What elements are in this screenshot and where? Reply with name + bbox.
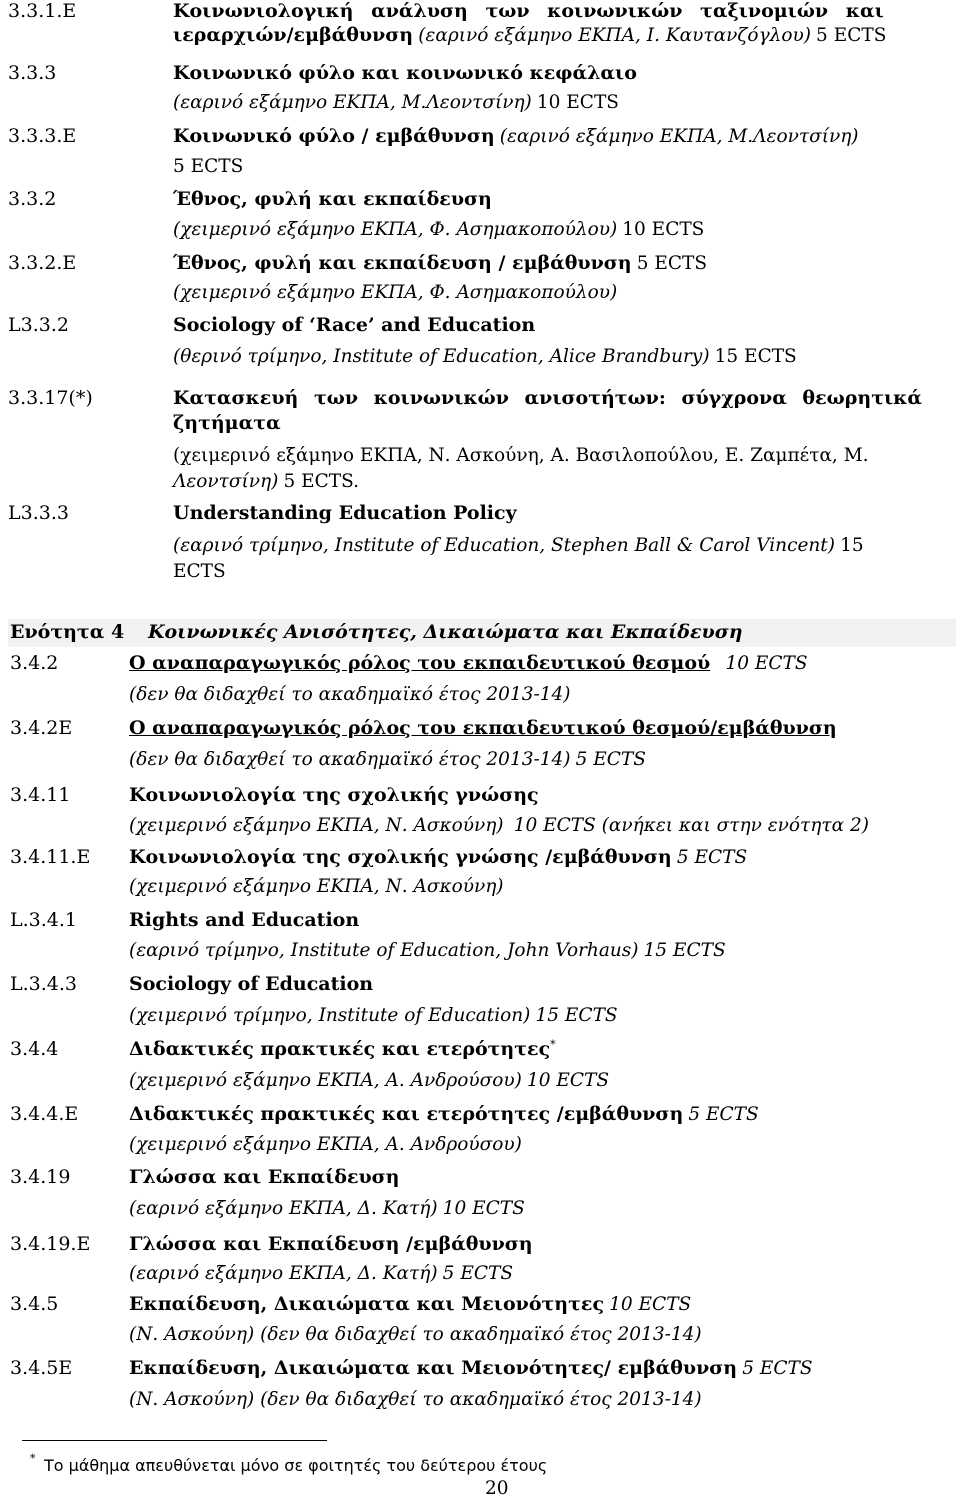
course-title: Sociology of ‘Race’ and Education <box>173 314 536 336</box>
course-title: Κοινωνιολογία της σχολικής γνώσης /εμβάθυνση <box>129 846 672 868</box>
course-details-line <box>173 346 797 367</box>
course-entry <box>0 314 960 338</box>
course-note: (χειμερινό εξάμηνο ΕΚΠΑ, Φ. Ασημακοπούλου) <box>173 282 618 303</box>
course-code: 3.3.2.Ε <box>8 252 77 274</box>
course-details-line <box>173 471 359 492</box>
course-entry <box>0 188 960 212</box>
course-note: (Ν. Ασκούνη) (δεν θα διδαχθεί το ακαδημαϊκό έτος 2013-14) <box>129 1324 702 1345</box>
course-entry <box>0 717 960 741</box>
course-entry <box>0 784 960 808</box>
course-note: (χειμερινό τρίμηνο, Institute of Education) <box>129 1005 531 1026</box>
course-details <box>0 156 960 180</box>
course-ects: 5 ECTS <box>816 25 887 46</box>
course-title: Κοινωνικό φύλο / εμβάθυνση <box>173 125 495 147</box>
course-code: 3.4.2 <box>10 652 59 674</box>
course-details-line <box>173 535 864 556</box>
course-details-line <box>129 749 646 770</box>
course-ects: 5 ECTS <box>173 156 244 177</box>
course-code: 3.4.11 <box>10 784 71 806</box>
course-code: 3.4.2Ε <box>10 717 73 739</box>
course-entry <box>0 252 960 276</box>
course-details-line <box>173 219 704 240</box>
course-entry-cont <box>0 412 960 436</box>
course-ects: 5 ECTS <box>636 253 708 274</box>
course-note: (εαρινό εξάμηνο ΕΚΠΑ, Δ. Κατή) <box>129 1198 438 1219</box>
course-note: (εαρινό εξάμηνο ΕΚΠΑ, Μ.Λεοντσίνη) <box>499 126 859 147</box>
course-title-line <box>173 252 707 274</box>
course-ects: 15 <box>840 535 864 556</box>
course-details <box>0 1263 960 1287</box>
course-note: (χειμερινό εξάμηνο ΕΚΠΑ, Α. Ανδρούσου) <box>129 1070 522 1091</box>
course-ects: 15 ECTS <box>714 346 797 367</box>
course-code: 3.4.5Ε <box>10 1357 73 1379</box>
course-title-line <box>173 125 859 147</box>
section-label: Ενότητα 4 <box>10 621 125 643</box>
course-note: (Ν. Ασκούνη) (δεν θα διδαχθεί το ακαδημαϊκό έτος 2013-14) <box>129 1389 702 1410</box>
course-ects: 5 ECTS <box>688 1104 759 1125</box>
course-details <box>0 561 960 585</box>
course-code: L3.3.2 <box>8 314 69 336</box>
course-code: L3.3.3 <box>8 502 69 524</box>
course-ects: 5 ECTS <box>575 749 646 770</box>
course-details <box>0 1389 960 1413</box>
course-entry <box>0 973 960 997</box>
course-code: 3.3.2 <box>8 188 57 210</box>
course-details <box>0 940 960 964</box>
course-ects: 10 ECTS (ανήκει και στην ενότητα 2) <box>513 815 869 836</box>
course-details <box>0 346 960 370</box>
course-entry <box>0 909 960 933</box>
course-details-line <box>129 815 869 836</box>
course-ects: 5 ECTS. <box>283 471 359 492</box>
course-details-line <box>129 1263 513 1284</box>
course-details <box>0 219 960 243</box>
course-entry <box>0 1103 960 1127</box>
course-note: (χειμερινό εξάμηνο ΕΚΠΑ, Ν. Ασκούνη, Α. Βασιλοπούλου, Ε. Ζαμπέτα, Μ. <box>173 445 869 466</box>
course-code: L.3.4.1 <box>10 909 78 931</box>
course-note: (εαρινό εξάμηνο ΕΚΠΑ, Ι. Καυτανζόγλου) <box>418 25 811 46</box>
course-code: 3.4.19.Ε <box>10 1233 91 1255</box>
course-title: Κοινωνιολογική ανάλυση των κοινωνικών ταξινομιών και <box>173 0 884 22</box>
course-entry-cont <box>0 24 960 48</box>
course-title: Sociology of Education <box>129 973 374 995</box>
course-title: Κατασκευή των κοινωνικών ανισοτήτων: σύγχρονα θεωρητικά <box>173 387 923 409</box>
course-details <box>0 815 960 839</box>
course-title-line <box>129 1357 813 1379</box>
course-title: Εκπαίδευση, Δικαιώματα και Μειονότητες <box>129 1293 605 1315</box>
course-title: Εκπαίδευση, Δικαιώματα και Μειονότητες/ εμβάθυνση <box>129 1357 738 1379</box>
course-code: 3.4.4.Ε <box>10 1103 79 1125</box>
course-title-line <box>129 1293 691 1315</box>
course-details <box>0 876 960 900</box>
course-title: ιεραρχιών/εμβάθυνση <box>173 24 414 46</box>
course-note: (θερινό τρίμηνο, Institute of Education, Alice Brandbury) <box>173 346 710 367</box>
course-details <box>0 684 960 708</box>
course-title: Ο αναπαραγωγικός ρόλος του εκπαιδευτικού θεσμού <box>129 652 711 674</box>
course-ects: 15 ECTS <box>535 1005 618 1026</box>
course-code: 3.3.1.Ε <box>8 0 77 22</box>
course-code: 3.4.19 <box>10 1166 71 1188</box>
course-ects: 5 ECTS <box>742 1358 813 1379</box>
course-ects: 10 ECTS <box>526 1070 610 1091</box>
course-title: Understanding Education Policy <box>173 502 517 524</box>
course-ects: ECTS <box>173 561 226 582</box>
course-note: (χειμερινό εξάμηνο ΕΚΠΑ, Ν. Ασκούνη) <box>129 815 504 836</box>
course-title: Γλώσσα και Εκπαίδευση <box>129 1166 400 1188</box>
course-ects: 15 ECTS <box>643 940 726 961</box>
course-code: 3.4.5 <box>10 1293 59 1315</box>
course-ects: 5 ECTS <box>676 847 748 868</box>
course-note: (δεν θα διδαχθεί το ακαδημαϊκό έτος 2013-14) <box>129 749 571 770</box>
course-entry <box>0 652 960 676</box>
course-note: (χειμερινό εξάμηνο ΕΚΠΑ, Α. Ανδρούσου) <box>129 1134 522 1155</box>
course-title: Διδακτικές πρακτικές και ετερότητες <box>129 1038 551 1060</box>
course-ects: 5 ECTS <box>442 1263 513 1284</box>
course-title-line <box>129 1103 759 1125</box>
course-title-line <box>173 24 886 46</box>
course-code: 3.4.4 <box>10 1038 59 1060</box>
course-title: Έθνος, φυλή και εκπαίδευση <box>173 188 492 210</box>
course-details-line <box>129 1005 618 1026</box>
course-details <box>0 749 960 773</box>
course-entry <box>0 1293 960 1317</box>
course-note: (εαρινό τρίμηνο, Institute of Education, John Vorhaus) <box>129 940 639 961</box>
course-title-line <box>129 846 747 868</box>
course-entry <box>0 62 960 86</box>
course-title: Διδακτικές πρακτικές και ετερότητες /εμβάθυνση <box>129 1103 684 1125</box>
course-title: Κοινωνιολογία της σχολικής γνώσης <box>129 784 539 806</box>
course-note: (δεν θα διδαχθεί το ακαδημαϊκό έτος 2013-14) <box>129 684 571 705</box>
course-title: Έθνος, φυλή και εκπαίδευση / εμβάθυνση <box>173 252 632 274</box>
course-entry <box>0 1357 960 1381</box>
course-details <box>0 92 960 116</box>
course-entry <box>0 1233 960 1257</box>
course-note: (χειμερινό εξάμηνο ΕΚΠΑ, Φ. Ασημακοπούλου) <box>173 219 618 240</box>
course-title-line <box>129 652 808 674</box>
course-details <box>0 471 960 495</box>
course-note: (εαρινό εξάμηνο ΕΚΠΑ, Μ.Λεοντσίνη) <box>173 92 532 113</box>
course-details <box>0 1198 960 1222</box>
course-details <box>0 535 960 559</box>
course-entry <box>0 125 960 149</box>
page-footer <box>0 1478 960 1502</box>
course-title: Γλώσσα και Εκπαίδευση /εμβάθυνση <box>129 1233 533 1255</box>
course-details <box>0 1005 960 1029</box>
course-title: ζητήματα <box>173 412 281 434</box>
course-ects: 10 ECTS <box>609 1294 692 1315</box>
course-details <box>0 1324 960 1348</box>
course-entry <box>0 1166 960 1190</box>
course-details <box>0 1070 960 1094</box>
footnote-marker: * <box>550 1038 556 1051</box>
course-code: 3.3.17(*) <box>8 387 93 409</box>
course-entry <box>0 502 960 526</box>
course-entry <box>0 0 960 24</box>
course-details <box>0 282 960 306</box>
course-note: (χειμερινό εξάμηνο ΕΚΠΑ, Ν. Ασκούνη) <box>129 876 504 897</box>
course-code: 3.4.11.Ε <box>10 846 91 868</box>
course-details <box>0 1134 960 1158</box>
course-title-line <box>129 1038 556 1060</box>
course-note: (εαρινό εξάμηνο ΕΚΠΑ, Δ. Κατή) <box>129 1263 438 1284</box>
course-details-line <box>129 1198 525 1219</box>
course-entry <box>0 846 960 870</box>
course-details <box>0 445 960 469</box>
course-title: Κοινωνικό φύλο και κοινωνικό κεφάλαιο <box>173 62 637 84</box>
course-note: (εαρινό τρίμηνο, Institute of Education, Stephen Ball & Carol Vincent) <box>173 535 835 556</box>
course-details-line <box>173 92 619 113</box>
footnote-text: Το μάθημα απευθύνεται μόνο σε φοιτητές του δεύτερου έτους <box>44 1456 548 1475</box>
course-details-line <box>129 940 726 961</box>
course-ects: 10 ECTS <box>536 92 619 113</box>
course-ects: 10 ECTS <box>725 653 808 674</box>
course-title: Rights and Education <box>129 909 360 931</box>
section-title: Κοινωνικές Ανισότητες, Δικαιώματα και Εκπαίδευση <box>148 621 743 643</box>
course-details-line <box>129 1070 609 1091</box>
page-number: 20 <box>485 1478 509 1499</box>
course-ects: 10 ECTS <box>442 1198 525 1219</box>
footnote <box>0 1452 960 1478</box>
course-entry <box>0 1038 960 1062</box>
course-note: Λεοντσίνη) <box>173 471 279 492</box>
course-ects: 10 ECTS <box>622 219 705 240</box>
course-code: 3.3.3 <box>8 62 57 84</box>
footnote-divider <box>22 1440 327 1441</box>
course-entry <box>0 387 960 411</box>
course-title: Ο αναπαραγωγικός ρόλος του εκπαιδευτικού θεσμού/εμβάθυνση <box>129 717 837 739</box>
footnote-marker: * <box>30 1452 36 1465</box>
course-code: L.3.4.3 <box>10 973 78 995</box>
course-code: 3.3.3.Ε <box>8 125 77 147</box>
section-heading <box>8 619 956 647</box>
